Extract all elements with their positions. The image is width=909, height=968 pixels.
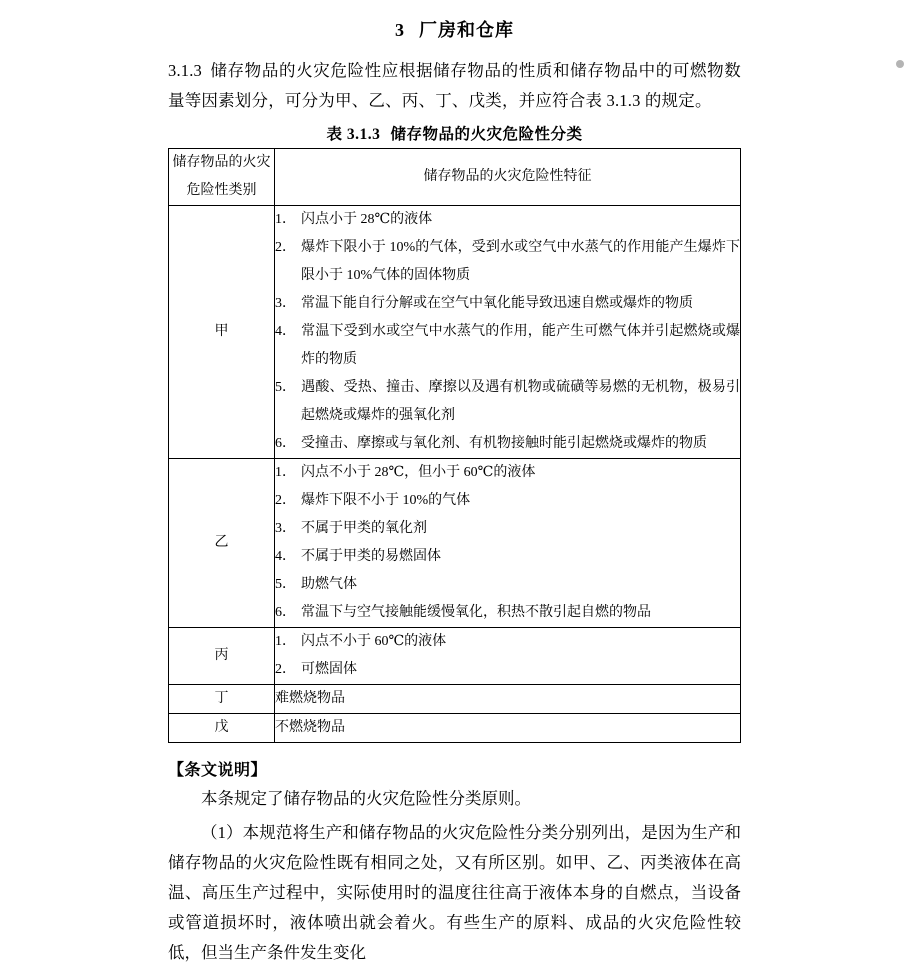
explanation-heading: 【条文说明】	[168, 762, 268, 779]
list-item-text: 爆炸下限小于 10%的气体，受到水或空气中水蒸气的作用能产生爆炸下限小于 10%气体的固体物质	[301, 240, 740, 283]
list-item-text: 闪点小于 28℃的液体	[301, 212, 433, 227]
list-item-index: 4．	[275, 324, 296, 339]
list-item-index: 2．	[275, 240, 296, 255]
list-item	[275, 234, 740, 290]
category-cell: 甲	[169, 206, 275, 459]
list-item-index: 3．	[275, 521, 296, 536]
list-item-index: 2．	[275, 662, 296, 677]
list-item	[275, 459, 740, 487]
list-item-text: 常温下与空气接触能缓慢氧化，积热不散引起自燃的物品	[301, 605, 651, 620]
category-cell: 丁	[169, 685, 275, 714]
list-item	[275, 628, 740, 656]
characteristics-cell	[275, 459, 741, 628]
table-header-category: 储存物品的火灾危险性类别	[169, 149, 275, 206]
characteristics-cell: 不燃烧物品	[275, 714, 741, 743]
fire-hazard-table	[168, 148, 741, 743]
characteristics-cell: 难燃烧物品	[275, 685, 741, 714]
list-item-text: 闪点不小于 28℃，但小于 60℃的液体	[301, 465, 536, 480]
list-item-text: 不属于甲类的易燃固体	[301, 549, 441, 564]
list-item	[275, 487, 740, 515]
table-row	[169, 685, 741, 714]
table-caption-text: 储存物品的火灾危险性分类	[390, 126, 583, 143]
table-row	[169, 628, 741, 685]
list-item-index: 1．	[275, 465, 296, 480]
list-item	[275, 571, 740, 599]
explanation-paragraph: （1）本规范将生产和储存物品的火灾危险性分类分别列出，是因为生产和储存物品的火灾危险性既有相同之处，又有所区别。如甲、乙、丙类液体在高温、高压生产过程中，实际使用时的温度往往高于液体本身的自燃点，当设备或管道损坏时，液体喷出就会着火。有些生产的原料、成品的火灾危险性较低，但当生产条件发生变化	[168, 823, 741, 962]
document-page	[0, 10, 909, 962]
list-item-text: 闪点不小于 60℃的液体	[301, 634, 447, 649]
chapter-heading	[168, 10, 741, 42]
list-item	[275, 543, 740, 571]
list-item-index: 1．	[275, 212, 296, 227]
clause-number: 3.1.3	[168, 61, 202, 80]
list-item-text: 可燃固体	[301, 662, 357, 677]
table-caption	[168, 122, 741, 144]
item-list	[275, 628, 740, 684]
list-item-index: 4．	[275, 549, 296, 564]
category-cell: 丙	[169, 628, 275, 685]
item-list	[275, 459, 740, 627]
list-item	[275, 318, 740, 374]
list-item-index: 3．	[275, 296, 296, 311]
list-item	[275, 430, 740, 458]
list-item-index: 6．	[275, 605, 296, 620]
list-item-index: 6．	[275, 436, 296, 451]
table-caption-number: 表 3.1.3	[326, 126, 381, 143]
list-item	[275, 374, 740, 430]
category-cell: 戊	[169, 714, 275, 743]
table-header-characteristics: 储存物品的火灾危险性特征	[275, 149, 741, 206]
table-row	[169, 206, 741, 459]
list-item-text: 爆炸下限不小于 10%的气体	[301, 493, 471, 508]
list-item-text: 不属于甲类的氧化剂	[301, 521, 427, 536]
characteristics-cell	[275, 206, 741, 459]
list-item-index: 2．	[275, 493, 296, 508]
clause-text: 储存物品的火灾危险性应根据储存物品的性质和储存物品中的可燃物数量等因素划分，可分为甲、乙、丙、丁、戊类，并应符合表 3.1.3 的规定。	[168, 61, 741, 110]
table-row	[169, 459, 741, 628]
list-item	[275, 599, 740, 627]
category-cell: 乙	[169, 459, 275, 628]
chapter-number: 3	[395, 20, 405, 40]
list-item-text: 常温下受到水或空气中水蒸气的作用，能产生可燃气体并引起燃烧或爆炸的物质	[301, 324, 740, 367]
list-item-text: 常温下能自行分解或在空气中氧化能导致迅速自燃或爆炸的物质	[301, 296, 693, 311]
list-item	[275, 206, 740, 234]
list-item-index: 5．	[275, 380, 296, 395]
clause-paragraph	[168, 56, 741, 116]
list-item-text: 受撞击、摩擦或与氧化剂、有机物接触时能引起燃烧或爆炸的物质	[301, 436, 707, 451]
scrollbar-thumb[interactable]	[896, 60, 904, 68]
characteristics-cell	[275, 628, 741, 685]
list-item-text: 遇酸、受热、撞击、摩擦以及遇有机物或硫磺等易燃的无机物，极易引起燃烧或爆炸的强氧化剂	[301, 380, 740, 423]
table-header-row	[169, 149, 741, 206]
list-item	[275, 290, 740, 318]
list-item-index: 1．	[275, 634, 296, 649]
list-item	[275, 515, 740, 543]
explanation-paragraph: 本条规定了储存物品的火灾危险性分类原则。	[201, 789, 531, 808]
list-item	[275, 656, 740, 684]
item-list	[275, 206, 740, 458]
list-item-text: 助燃气体	[301, 577, 357, 592]
chapter-title-text: 厂房和仓库	[419, 20, 514, 40]
list-item-index: 5．	[275, 577, 296, 592]
table-row	[169, 714, 741, 743]
